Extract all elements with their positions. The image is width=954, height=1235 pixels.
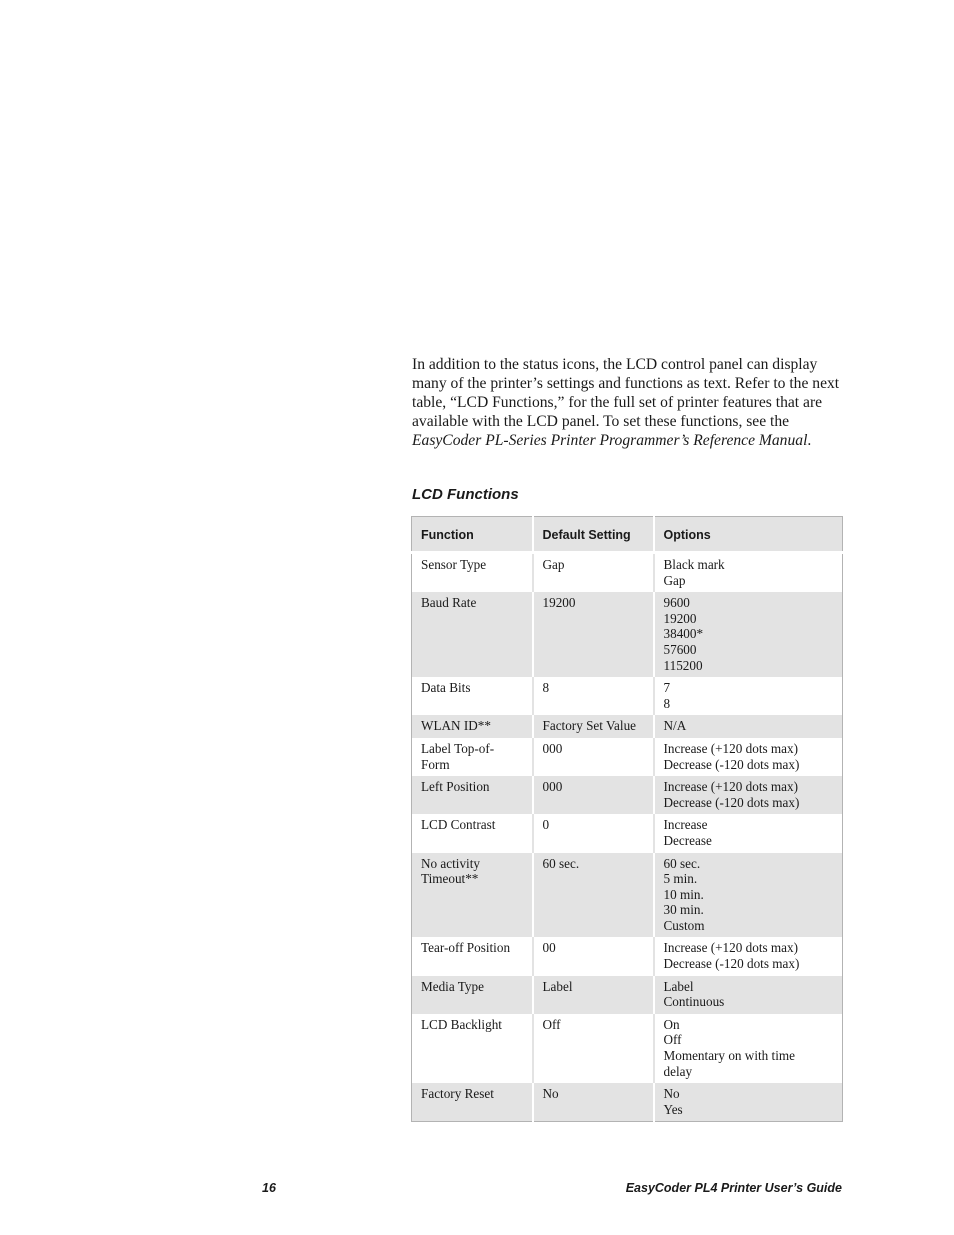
default-setting-cell [533,937,654,975]
default-setting-cell-text: Label [542,978,573,994]
options-cell-text: Label Continuous [663,978,725,1010]
options-cell-text: On Off Momentary on with time delay [663,1016,795,1079]
table-row [412,715,843,738]
options-cell [654,738,843,776]
function-cell [412,937,533,975]
options-cell [654,776,843,814]
manual-title: EasyCoder PL-Series Printer Programmer’s Reference Manual [412,432,808,449]
intro-text: In addition to the status icons, the LCD control panel can display many of the printer’s settings and functions as text. Refer to the next table, “LCD Functions,” for the full set of printer features that are available with the LCD panel. To set these functions, see the [412,356,840,430]
default-setting-cell [533,677,654,715]
header-function: Function [412,517,533,553]
table-row [412,976,843,1014]
page-number: 16 [262,1181,276,1195]
default-setting-cell-text: 8 [542,680,550,696]
options-cell-text: Black mark Gap [663,557,725,588]
table-row [412,677,843,715]
function-cell-text: Data Bits [421,680,471,696]
table-row [412,553,843,593]
default-setting-cell [533,553,654,593]
options-cell [654,553,843,593]
options-cell-text: 7 8 [663,680,671,711]
function-cell-text: Tear-off Position [421,940,511,956]
options-cell [654,1083,843,1122]
function-cell-text: WLAN ID** [421,718,491,734]
options-cell [654,677,843,715]
default-setting-cell [533,1014,654,1083]
default-setting-cell-text: 000 [542,779,563,795]
function-cell [412,1083,533,1122]
function-cell-text: LCD Backlight [421,1016,502,1032]
options-cell-text: N/A [663,718,687,734]
function-cell [412,738,533,776]
options-cell-text: Increase (+120 dots max) Decrease (-120 dots max) [663,940,800,972]
default-setting-cell-text: Factory Set Value [542,718,637,734]
header-default-setting: Default Setting [533,517,654,553]
lcd-functions-table [411,516,843,1122]
default-setting-cell [533,738,654,776]
function-cell [412,853,533,938]
options-cell-text: 60 sec. 5 min. 10 min. 30 min. Custom [663,855,705,933]
options-cell [654,592,843,677]
default-setting-cell [533,592,654,677]
table-row [412,738,843,776]
default-setting-cell-text: 00 [542,940,556,956]
options-cell [654,976,843,1014]
default-setting-cell-text: Off [542,1016,561,1032]
function-cell [412,715,533,738]
options-cell [654,853,843,938]
options-cell [654,814,843,852]
header-options: Options [654,517,843,553]
function-cell-text: Baud Rate [421,595,477,611]
function-cell [412,592,533,677]
default-setting-cell [533,976,654,1014]
footer-guide-title: EasyCoder PL4 Printer User’s Guide [625,1181,842,1195]
default-setting-cell [533,776,654,814]
default-setting-cell [533,853,654,938]
table-row [412,592,843,677]
default-setting-cell-text: 60 sec. [542,855,580,871]
default-setting-cell [533,814,654,852]
table-row [412,776,843,814]
default-setting-cell-text: 0 [542,817,550,833]
table-row [412,1014,843,1083]
options-cell-text: No Yes [663,1086,683,1117]
options-cell [654,1014,843,1083]
default-setting-cell [533,715,654,738]
table-row [412,853,843,938]
default-setting-cell-text: Gap [542,557,565,572]
function-cell-text: Label Top-of- Form [421,740,495,772]
function-cell [412,553,533,593]
table-body [412,553,843,1122]
default-setting-cell-text: 000 [542,740,563,756]
table-header-row [412,517,843,553]
table-row [412,1083,843,1122]
function-cell [412,1014,533,1083]
default-setting-cell [533,1083,654,1122]
options-cell-text: Increase (+120 dots max) Decrease (-120 dots max) [663,779,800,810]
table-row [412,937,843,975]
function-cell-text: LCD Contrast [421,817,496,833]
options-cell [654,937,843,975]
function-cell [412,814,533,852]
default-setting-cell-text: No [542,1086,559,1102]
function-cell-text: Left Position [421,779,490,795]
table-row [412,814,843,852]
options-cell-text: 9600 19200 38400* 57600 115200 [663,595,704,673]
function-cell [412,976,533,1014]
function-cell-text: Media Type [421,978,484,994]
intro-period: . [807,432,812,449]
options-cell-text: Increase Decrease [663,817,712,848]
function-cell [412,776,533,814]
options-cell [654,715,843,738]
function-cell-text: Factory Reset [421,1086,494,1102]
function-cell [412,677,533,715]
intro-paragraph [412,355,844,450]
function-cell-text: Sensor Type [421,557,487,572]
table-title: LCD Functions [412,486,519,503]
function-cell-text: No activity Timeout** [421,855,480,887]
options-cell-text: Increase (+120 dots max) Decrease (-120 dots max) [663,740,800,772]
default-setting-cell-text: 19200 [542,595,576,611]
